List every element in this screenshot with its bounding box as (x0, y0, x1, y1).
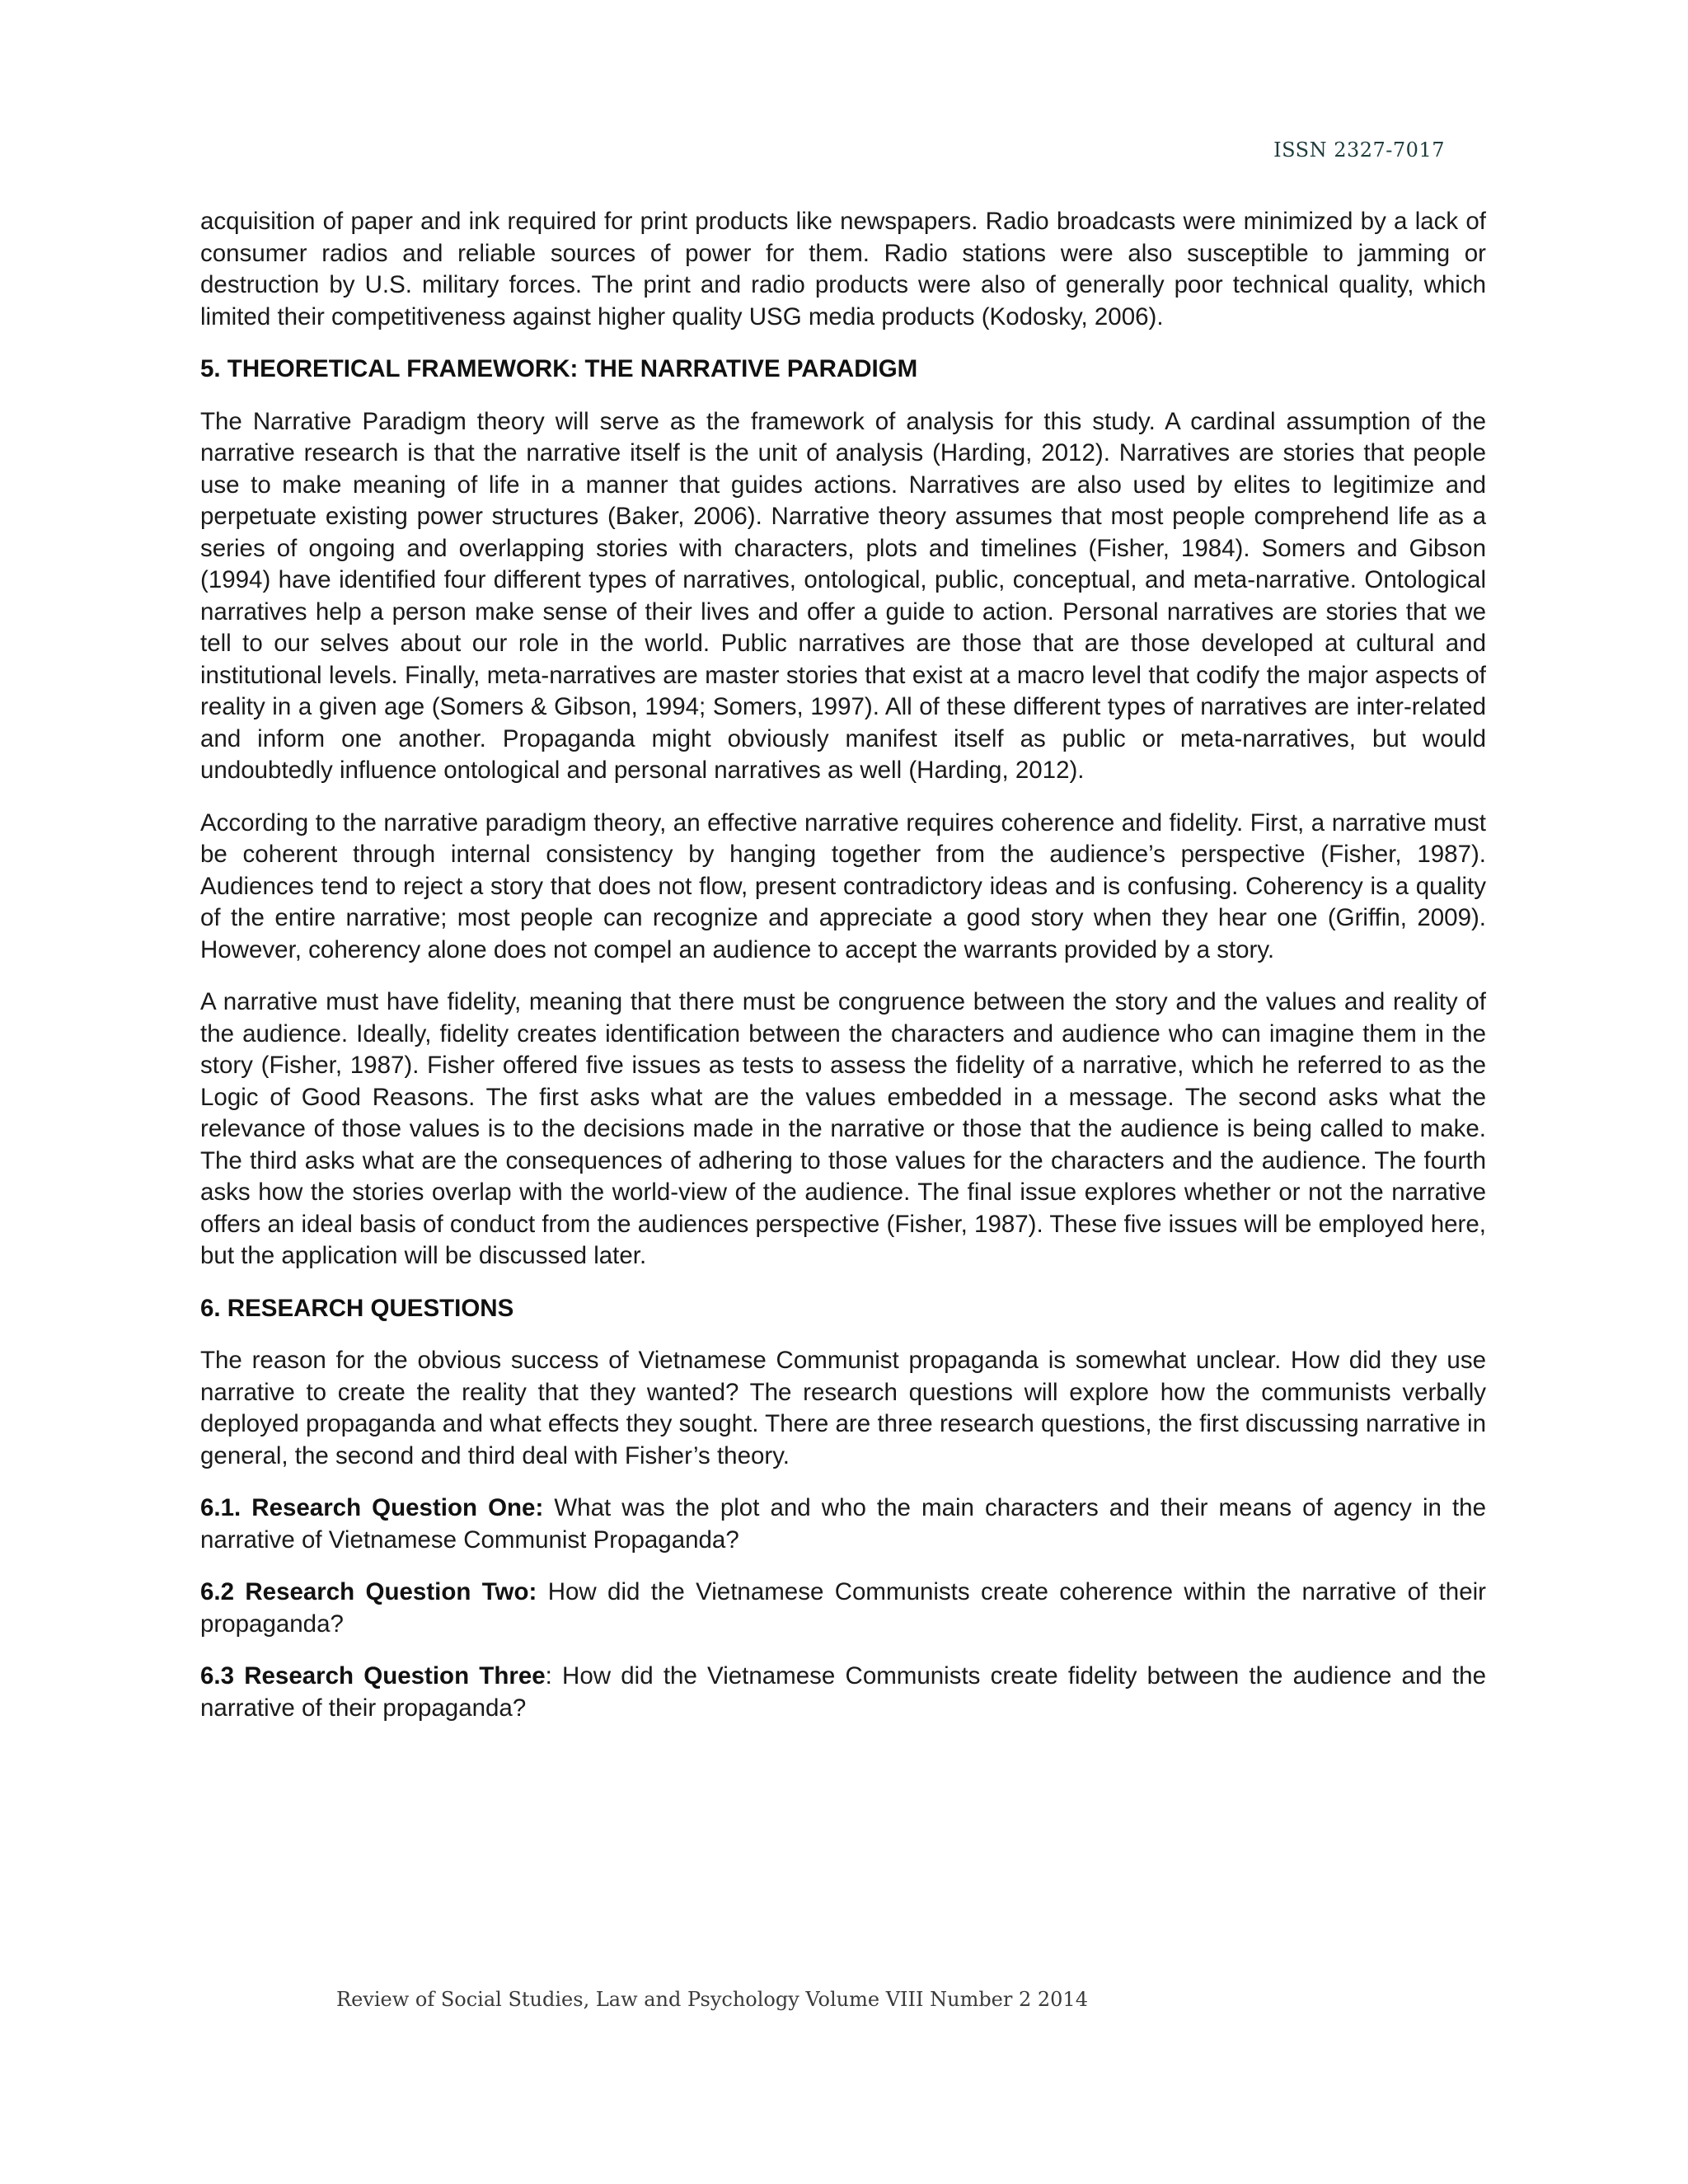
paragraph-research-intro: The reason for the obvious success of Vietnamese Communist propaganda is somewhat unclear. How did they use narrative to create the reality that they wanted? The research questions will explore how the communists verbally deployed propaganda and what effects they sought. There are three research questions, the first discussing narrative in general, the second and third deal with Fisher’s theory. (200, 1347, 1486, 1469)
research-question-two-text: How did the Vietnamese Communists create coherence within the narrative of their propaganda? (200, 1578, 1486, 1638)
paragraph-narrative-paradigm: The Narrative Paradigm theory will serve as the framework of analysis for this study. A cardinal assumption of the narrative research is that the narrative itself is the unit of analysis (Harding, 2012). Narratives are stories that people use to make meaning of life in a manner that guides actions. Narratives are also used by elites to legitimize and perpetuate existing power structures (Baker, 2006). Narrative theory assumes that most people comprehend life as a series of ongoing and overlapping stories with characters, plots and timelines (Fisher, 1984). Somers and Gibson (1994) have identified four different types of narratives, ontological, public, conceptual, and meta-narrative. Ontological narratives help a person make sense of their lives and offer a guide to action. Personal narratives are stories that we tell to our selves about our role in the world. Public narratives are those that are those developed at cultural and institutional levels. Finally, meta-narratives are master stories that exist at a macro level that codify the major aspects of reality in a given age (Somers & Gibson, 1994; Somers, 1997). All of these different types of narratives are inter-related and inform one another. Propaganda might obviously manifest itself as public or meta-narratives, but would undoubtedly influence ontological and personal narratives as well (Harding, 2012). (200, 407, 1486, 784)
section-heading-theoretical-framework: 5. THEORETICAL FRAMEWORK: THE NARRATIVE PARADIGM (200, 355, 918, 382)
journal-footer: Review of Social Studies, Law and Psychology Volume VIII Number 2 2014 (336, 1988, 1088, 2011)
research-question-three-text: : How did the Vietnamese Communists create fidelity between the audience and the narrative of their propaganda? (200, 1662, 1486, 1722)
issn-header: ISSN 2327-7017 (1273, 138, 1445, 162)
paragraph-coherence: According to the narrative paradigm theory, an effective narrative requires coherence and fidelity. First, a narrative must be coherent through internal consistency by hanging together from the audience’s perspective (Fisher, 1987). Audiences tend to reject a story that does not flow, present contradictory ideas and is confusing. Coherency is a quality of the entire narrative; most people can recognize and appreciate a good story when they hear one (Griffin, 2009). However, coherency alone does not compel an audience to accept the warrants provided by a story. (200, 808, 1486, 963)
section-heading-research-questions: 6. RESEARCH QUESTIONS (200, 1294, 514, 1322)
paragraph-fidelity: A narrative must have fidelity, meaning that there must be congruence between the story and the values and reality of the audience. Ideally, fidelity creates identification between the characters and audience who can imagine them in the story (Fisher, 1987). Fisher offered five issues as tests to assess the fidelity of a narrative, which he referred to as the Logic of Good Reasons. The first asks what are the values embedded in a message. The second asks what the relevance of those values is to the decisions made in the narrative or those that the audience is being called to make. The third asks what are the consequences of adhering to those values for the characters and the audience. The fourth asks how the stories overlap with the world-view of the audience. The final issue explores whether or not the narrative offers an ideal basis of conduct from the audiences perspective (Fisher, 1987). These five issues will be employed here, but the application will be discussed later. (200, 988, 1486, 1269)
research-question-two (200, 1577, 1486, 1640)
research-question-three (200, 1661, 1486, 1724)
research-question-three-label: 6.3 Research Question Three (200, 1662, 546, 1690)
paragraph-print-radio: acquisition of paper and ink required for print products like newspapers. Radio broadcasts were minimized by a lack of consumer radios and reliable sources of power for them. Radio stations were also susceptible to jamming or destruction by U.S. military forces. The print and radio products were also of generally poor technical quality, which limited their competitiveness against higher quality USG media products (Kodosky, 2006). (200, 208, 1486, 330)
document-body (200, 206, 1486, 1745)
research-question-one-text: What was the plot and who the main characters and their means of agency in the narrative of Vietnamese Communist Propaganda? (200, 1494, 1486, 1554)
research-question-one-label: 6.1. Research Question One: (200, 1494, 544, 1521)
research-question-two-label: 6.2 Research Question Two: (200, 1578, 537, 1605)
research-question-one (200, 1493, 1486, 1556)
